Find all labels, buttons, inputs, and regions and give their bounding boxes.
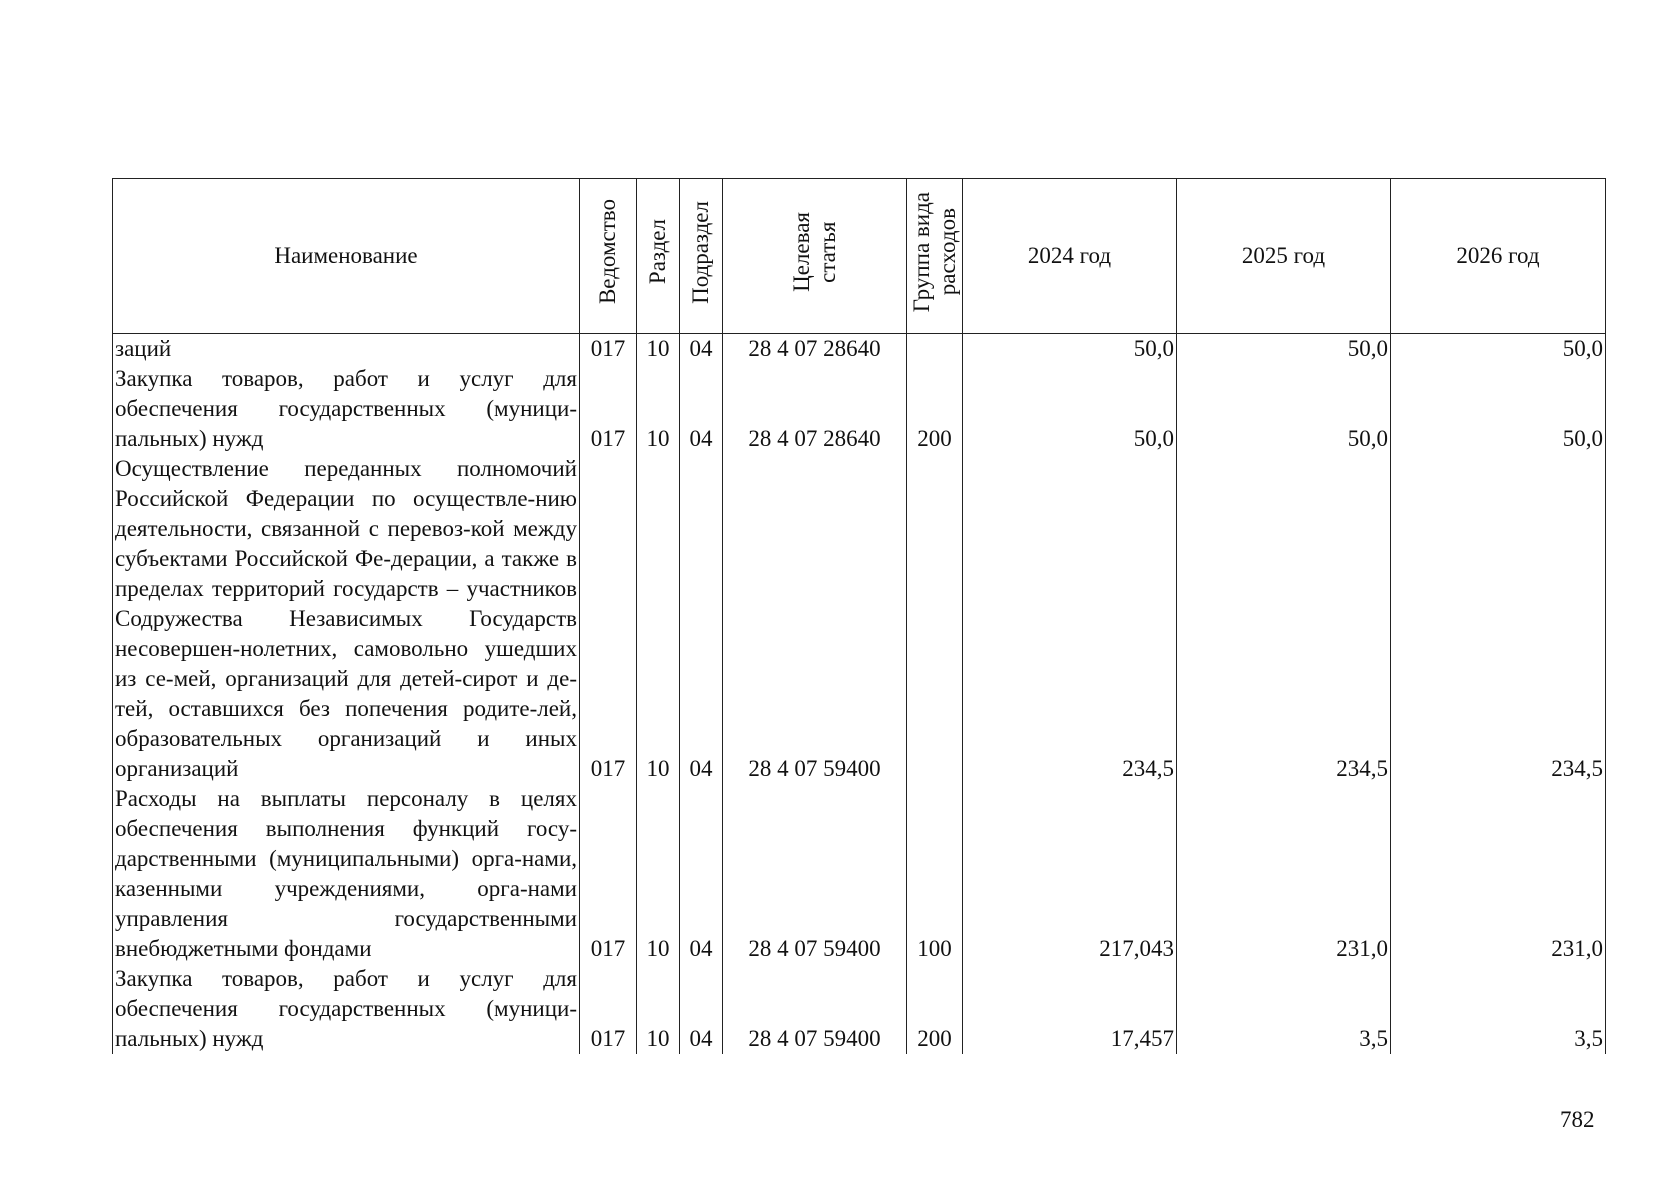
table-row [113,784,1606,964]
header-gruppa-line1: Группа вида [908,191,934,313]
row-podrazdel: 04 [680,784,723,964]
row-tselevaya: 28 4 07 59400 [723,964,907,1054]
budget-table [112,178,1606,1054]
row-name: Расходы на выплаты персоналу в целях обеспечения выполнения функций госу-дарственными (муниципальными) орга-нами, казенными учреждениями, орга-нами управления государственными внебюджетными фондами [113,784,580,964]
row-2025: 234,5 [1177,454,1391,784]
page-number: 782 [1560,1107,1595,1132]
header-name: Наименование [113,179,580,334]
row-name: Закупка товаров, работ и услуг для обеспечения государственных (муници-пальных) нужд [113,364,580,454]
row-name: заций [113,334,580,365]
table-row [113,454,1606,784]
header-2026: 2026 год [1391,179,1606,334]
row-tselevaya: 28 4 07 28640 [723,334,907,365]
row-vedomstvo: 017 [580,364,637,454]
row-razdel: 10 [637,964,680,1054]
header-gruppa-label [909,192,961,312]
row-2024: 17,457 [963,964,1177,1054]
header-gruppa [907,179,963,334]
row-tselevaya: 28 4 07 59400 [723,784,907,964]
header-podrazdel [680,179,723,334]
row-podrazdel: 04 [680,334,723,365]
row-2026: 234,5 [1391,454,1606,784]
header-2024: 2024 год [963,179,1177,334]
row-podrazdel: 04 [680,454,723,784]
header-vedomstvo [580,179,637,334]
row-vedomstvo: 017 [580,334,637,365]
row-name: Осуществление переданных полномочий Российской Федерации по осуществле-нию деятельности, связанной с перевоз-кой между субъектами Российской Фе-дерации, а также в пределах территорий государств – участников Содружества Независимых Государств несовершен-нолетних, самовольно ушедших из се-мей, организаций для детей-сирот и де-тей, оставшихся без попечения родите-лей, образовательных организаций и иных организаций [113,454,580,784]
header-tselevaya-label [789,212,841,292]
row-vedomstvo: 017 [580,784,637,964]
row-razdel: 10 [637,454,680,784]
row-2025: 50,0 [1177,364,1391,454]
row-2026: 231,0 [1391,784,1606,964]
header-2025: 2025 год [1177,179,1391,334]
row-name: Закупка товаров, работ и услуг для обеспечения государственных (муници-пальных) нужд [113,964,580,1054]
row-razdel: 10 [637,334,680,365]
row-2025: 231,0 [1177,784,1391,964]
row-2026: 3,5 [1391,964,1606,1054]
row-2025: 50,0 [1177,334,1391,365]
row-2024: 50,0 [963,334,1177,365]
row-tselevaya: 28 4 07 59400 [723,454,907,784]
table-row [113,364,1606,454]
row-razdel: 10 [637,364,680,454]
row-2025: 3,5 [1177,964,1391,1054]
table-row [113,964,1606,1054]
row-tselevaya: 28 4 07 28640 [723,364,907,454]
row-gruppa [907,454,963,784]
row-razdel: 10 [637,784,680,964]
row-2026: 50,0 [1391,334,1606,365]
row-gruppa: 200 [907,964,963,1054]
row-2024: 234,5 [963,454,1177,784]
row-podrazdel: 04 [680,364,723,454]
row-gruppa: 100 [907,784,963,964]
header-row [113,179,1606,334]
table-row [113,334,1606,365]
header-razdel-label: Раздел [645,219,670,285]
row-2024: 50,0 [963,364,1177,454]
header-tselevaya-line2: статья [814,221,840,283]
header-podrazdel-label: Подраздел [688,200,713,304]
row-vedomstvo: 017 [580,454,637,784]
row-vedomstvo: 017 [580,964,637,1054]
header-vedomstvo-label: Ведомство [595,199,620,305]
row-gruppa: 200 [907,364,963,454]
header-gruppa-line2: расходов [934,208,960,296]
header-razdel [637,179,680,334]
row-gruppa [907,334,963,365]
row-podrazdel: 04 [680,964,723,1054]
header-tselevaya [723,179,907,334]
row-2024: 217,043 [963,784,1177,964]
header-tselevaya-line1: Целевая [788,212,814,292]
row-2026: 50,0 [1391,364,1606,454]
